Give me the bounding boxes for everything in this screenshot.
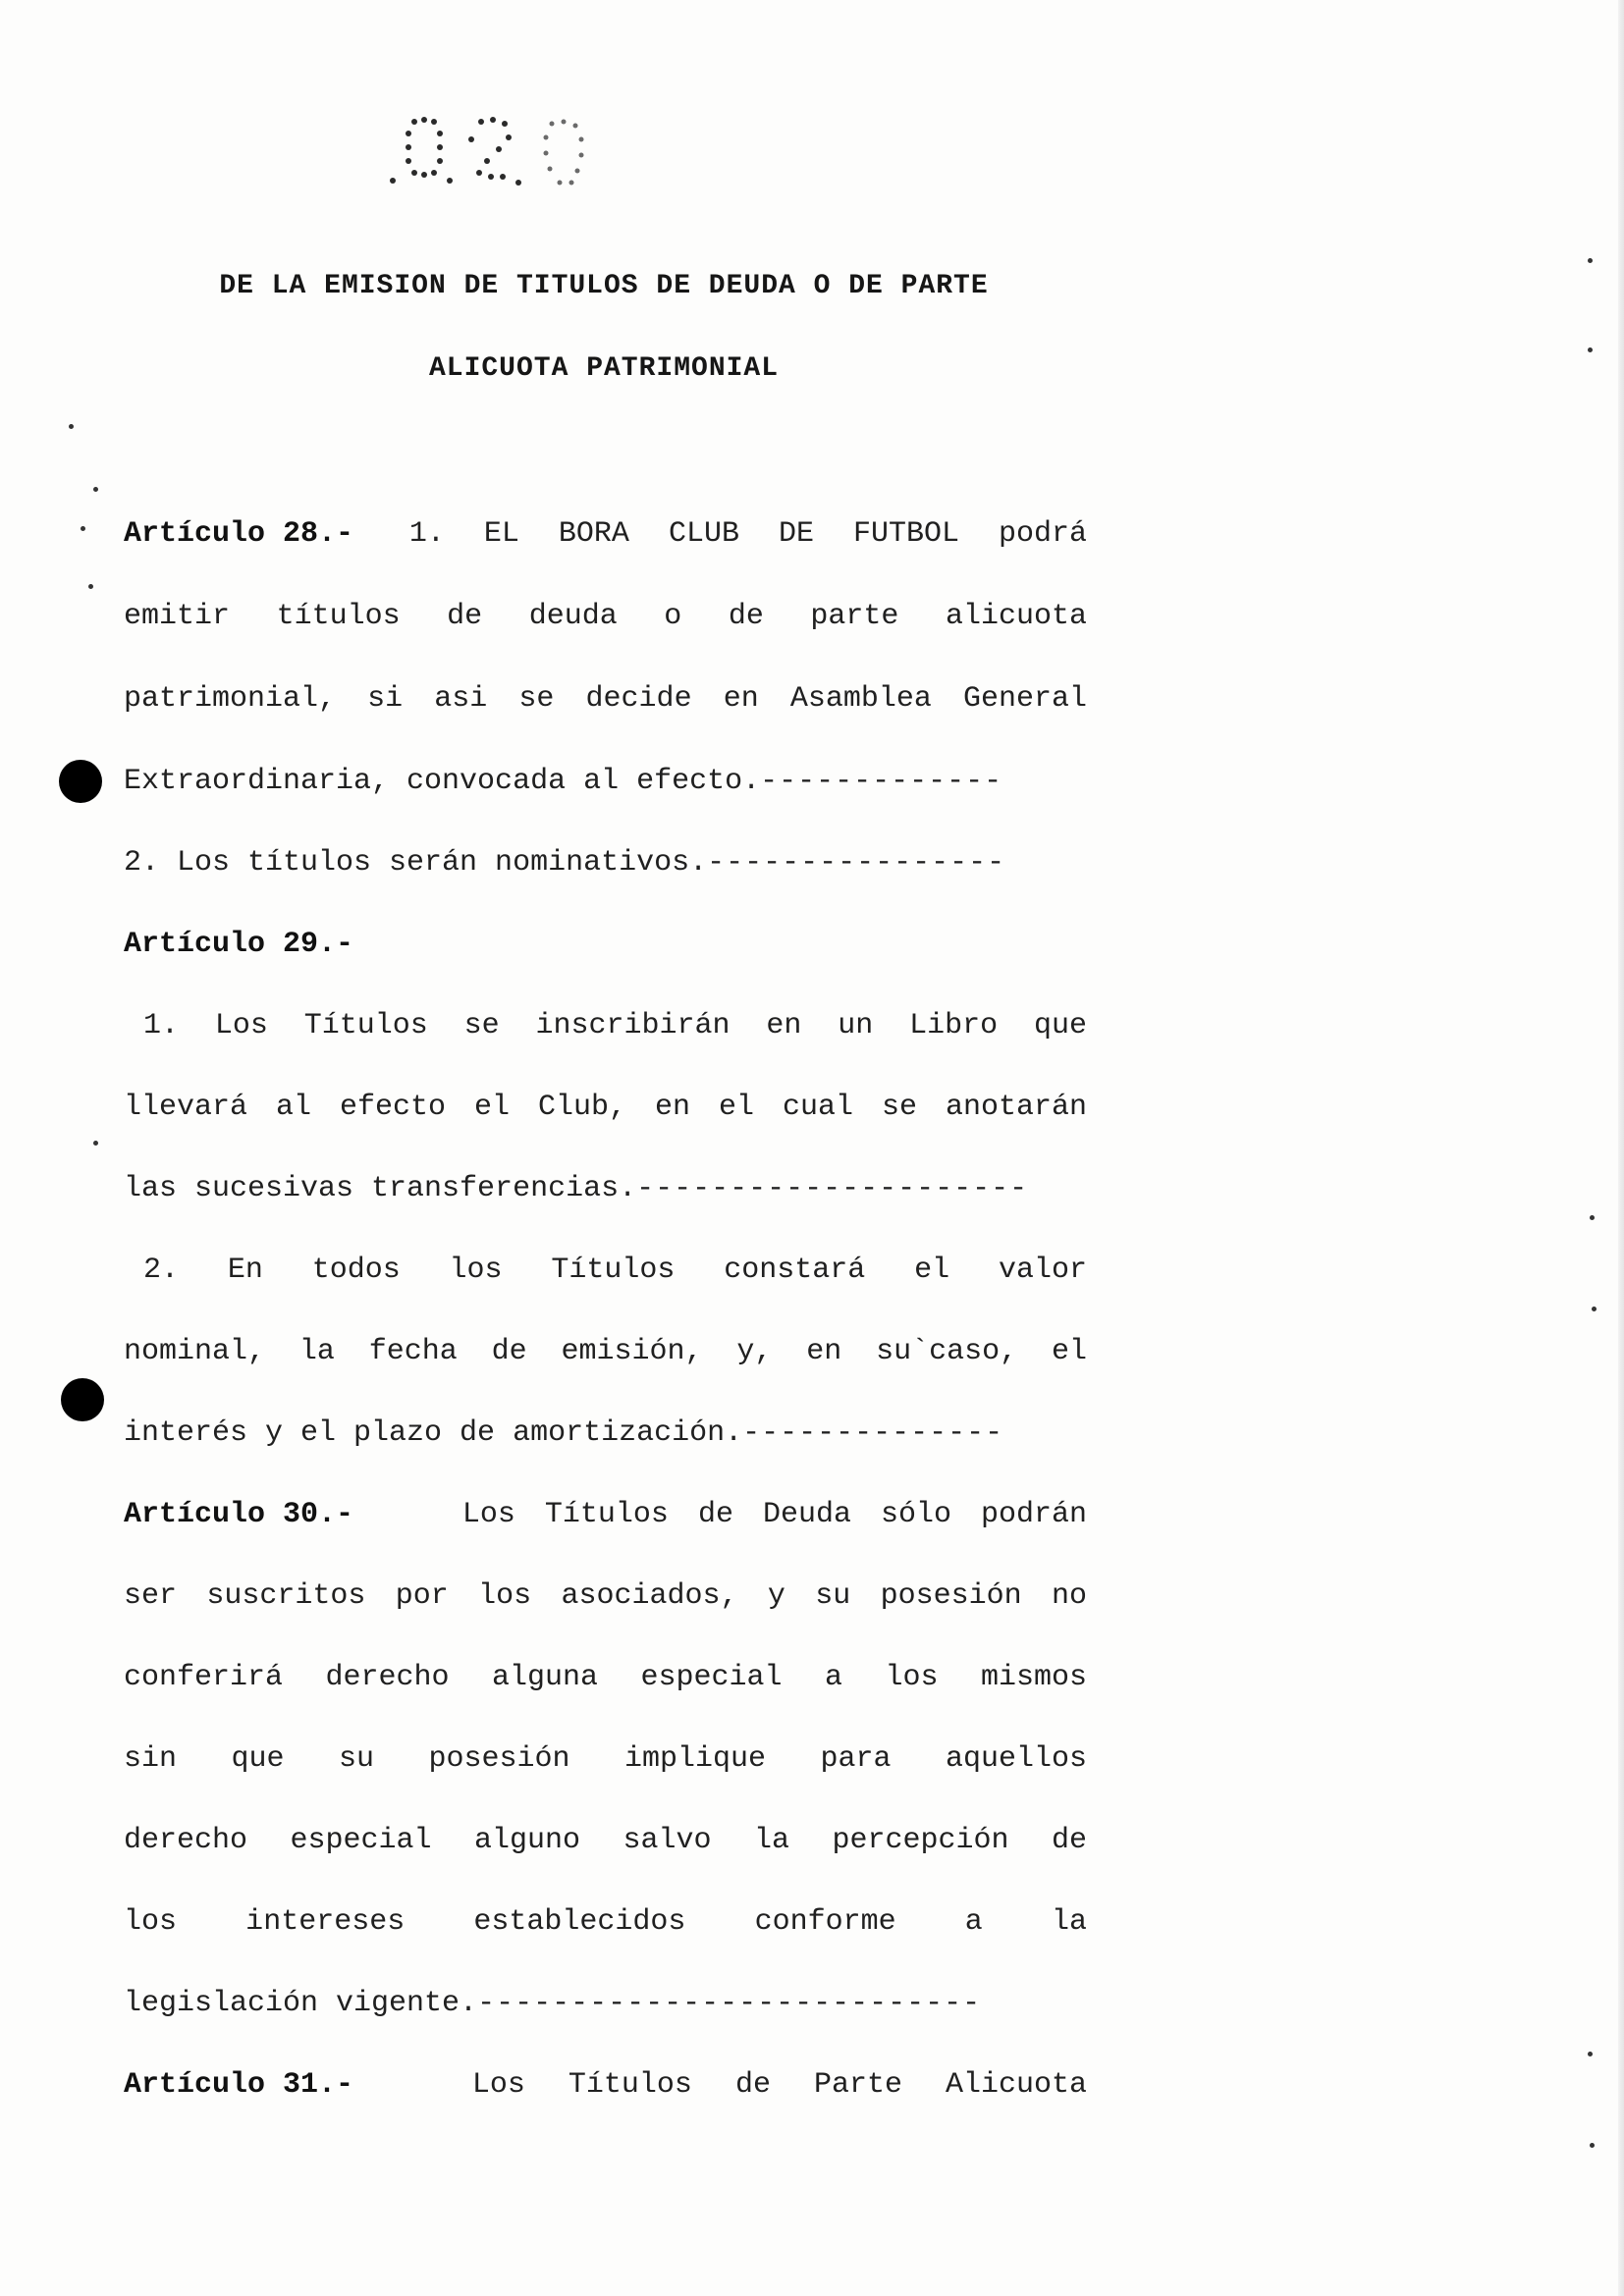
line-filler-dashes: --------------------- <box>636 1172 1029 1205</box>
text-line-17 <box>124 1821 1087 1860</box>
line-text: conferirá derecho alguna especial a los mismos <box>124 1661 1087 1694</box>
scan-speck <box>1592 1307 1597 1311</box>
scan-speck <box>88 584 93 589</box>
line-text: 1. Los Títulos se inscribirán en un Libro que <box>143 1009 1087 1042</box>
line-text: nominal, la fecha de emisión, y, en su`caso, el <box>124 1335 1087 1368</box>
article-heading-31: Artículo 31.- <box>124 2068 354 2102</box>
punch-hole-bottom <box>61 1378 104 1421</box>
scan-speck <box>1588 347 1593 352</box>
line-filler-dashes: ---------------- <box>707 846 1006 880</box>
text-line-16 <box>124 1739 1087 1779</box>
scan-speck <box>1590 2143 1595 2148</box>
text-line-14 <box>124 1576 1087 1616</box>
scan-speck <box>93 487 98 492</box>
line-text: legislación vigente. <box>124 1987 478 2020</box>
line-text: las sucesivas transferencias. <box>124 1172 637 1205</box>
line-text: patrimonial, si asi se decide en Asamblea General <box>124 682 1087 716</box>
line-text: 1. EL BORA CLUB DE FUTBOL podrá <box>408 517 1087 551</box>
scan-speck <box>93 1141 98 1146</box>
scan-speck <box>1588 258 1593 263</box>
text-line-20 <box>124 2065 1087 2105</box>
text-line-4 <box>124 762 1087 801</box>
scan-speck <box>1588 2052 1593 2056</box>
text-line-5 <box>124 843 1087 882</box>
line-text: llevará al efecto el Club, en el cual se anotarán <box>124 1091 1087 1124</box>
text-line-7 <box>143 1006 1087 1045</box>
line-text: ser suscritos por los asociados, y su posesión no <box>124 1579 1087 1613</box>
line-text: 2. Los títulos serán nominativos. <box>124 846 708 880</box>
text-line-6 <box>124 925 1087 964</box>
perforated-page-number <box>385 108 611 206</box>
section-heading-line-1: DE LA EMISION DE TITULOS DE DEUDA O DE PARTE <box>219 271 989 301</box>
line-text: 2. En todos los Títulos constará el valor <box>143 1254 1087 1287</box>
line-text: interés y el plazo de amortización. <box>124 1416 743 1450</box>
text-line-15 <box>124 1658 1087 1697</box>
line-text: derecho especial alguno salvo la percepción de <box>124 1824 1087 1857</box>
line-text: emitir títulos de deuda o de parte alicuota <box>124 600 1087 633</box>
text-line-3 <box>124 679 1087 719</box>
line-filler-dashes: -------------- <box>742 1416 1004 1450</box>
punch-hole-top <box>59 760 102 803</box>
text-line-19 <box>124 1984 1087 2023</box>
article-heading-28: Artículo 28.- <box>124 517 354 551</box>
line-filler-dashes: --------------------------- <box>477 1987 982 2020</box>
line-text: Extraordinaria, convocada al efecto. <box>124 765 761 798</box>
section-heading-line-2: ALICUOTA PATRIMONIAL <box>428 353 780 384</box>
text-line-10 <box>143 1251 1087 1290</box>
scan-speck <box>81 526 85 531</box>
text-line-9 <box>124 1169 1087 1208</box>
scan-speck <box>69 424 74 429</box>
text-line-8 <box>124 1088 1087 1127</box>
scan-speck <box>1590 1215 1595 1220</box>
article-heading-29: Artículo 29.- <box>124 928 354 961</box>
text-line-18 <box>124 1902 1087 1942</box>
text-line-13 <box>124 1495 1087 1534</box>
page-edge-shadow <box>1618 0 1624 2296</box>
text-line-12 <box>124 1414 1087 1453</box>
line-filler-dashes: ------------- <box>760 765 1003 798</box>
text-line-11 <box>124 1332 1087 1371</box>
text-line-1 <box>124 514 1087 554</box>
article-heading-30: Artículo 30.- <box>124 1498 354 1531</box>
line-text: Los Títulos de Deuda sólo podrán <box>461 1498 1087 1531</box>
text-line-2 <box>124 597 1087 636</box>
line-text: sin que su posesión implique para aquellos <box>124 1742 1087 1776</box>
line-text: los intereses establecidos conforme a la <box>124 1905 1087 1939</box>
line-text: Los Títulos de Parte Alicuota <box>471 2068 1087 2102</box>
